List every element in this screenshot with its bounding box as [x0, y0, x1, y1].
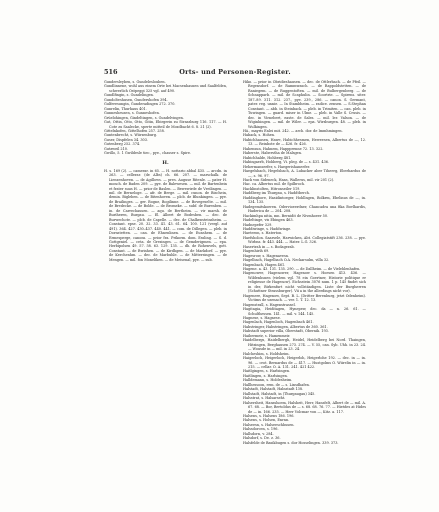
index-entry: Haddiwinge, s. Haddwinge.: [243, 226, 292, 231]
index-entry: Haberste, Haberstha de Malsgen.: [243, 151, 303, 156]
index-entry: Hagenere, Hagenow, Sept. B. L. (Dritter Berenburg, jetzt Odenheim). Victims de usenach. — ver. 1. T. 12. 13.: [243, 293, 366, 303]
index-entry: Hac. ca. Albertus mil. de Spilbroch.: [243, 182, 306, 187]
index-entry: Hagene. a. 43. 131. 135. 290. — de Dallheim. — de Vielehlenhafen.: [243, 267, 361, 272]
section-letter-heading: H.: [162, 159, 169, 166]
index-entry: Hadegemitskoeren. Odervioeerdner, Chancadra una fika Bovlhardis, Haderica de — 204. 208.: [243, 204, 366, 214]
index-entry: Hallstadt, Halstadt, in (Thurgaugau) 345.: [243, 391, 316, 396]
index-entry: Habstringer, Habstringen, Albertus de 360. 361.: [243, 324, 328, 329]
index-entry: Hasertrah in — s. Bodagerab.: [243, 244, 295, 249]
index-entry: Gulferesungin, Gunderadingen 272. 370.: [104, 102, 176, 107]
index-entry: Halsfelde de Basikbugen s. dor Hosselingen. 339. 373.: [243, 440, 339, 445]
index-entry: Hehermanseefer, s. Haegerishaneefer.: [243, 164, 311, 169]
index-entry: Gundersleyben, s. Gundeleslouben.: [104, 80, 166, 84]
index-entry: Guntenbrecht, s. Würzenburg.: [104, 133, 157, 138]
index-entry: Halsersheit, Hansshoem, Halsheit, Herr, Hansfelt, Albert de — mil. A. 67. 68. — Bor, Bertoldus de — s. 68. 68. 76. 77. — Hietdes at Hides de — in. 166. 235. — Herr Volcmar von —, Kitz. a. 117.: [243, 400, 366, 414]
index-entry: Haigerloch, Heigerloch, Heigerloh, Heigerlohe 192. — dec. in — in. 96. — crot. Bernardus de — 417. — Hustgolms O. Wiirelin in — in. 215. — cellar. O. A. 131. 241. 421 422.: [243, 356, 366, 369]
index-entry: Hagelbach, Hagelbach O.A. Neckarsulm, villa 32.: [243, 258, 330, 263]
index-entry: Halldemann, s. Holdesheim.: [243, 378, 293, 383]
index-entry: Gwillo, 5. 1 Gwildesle tiec., pye., chasser s. Spire.: [104, 151, 192, 156]
index-entry: Halssdorcen, s. 196.: [243, 427, 279, 432]
right-column: [243, 80, 366, 448]
index-entry: Halstadt, Halstadt, Halnstadt 138.: [243, 387, 304, 392]
index-entry: Hagitagia, Heiditagen, Hynepew, dec. da — n. 26. 61. — Schulthessen. 141. — mil. v. 144. 145.: [243, 307, 366, 316]
index-entry: Halsstrat, s. Halsarseht.: [243, 396, 286, 401]
index-entry: Guser, Dispfelen 34. 303.: [104, 137, 148, 142]
index-entry: Gundolteshusen, Gundershofen 394.: [104, 97, 168, 102]
index-entry: Halsens, s. Holsen, Enrnn.: [243, 418, 290, 423]
index-entry: Haibermeir, s. Hamenmeir.: [243, 333, 291, 338]
index-entry: Halsdorf, s. De. z. 36.: [243, 436, 281, 441]
index-entry: Habingaerb, Hohberg, Vi. pleg. de — s. 431. 436.: [243, 160, 330, 165]
index-entry: Hagnese, s. Hagnese.: [243, 316, 281, 321]
index-entry: Haefsholon. Saarsele, Harwicken, Abt. Collegiatstift 236. 238. — pye. Wirbns. fr. 443. 444. — Hater. L.G. 326.: [243, 235, 366, 245]
index-entry: Hä., mayris Enlei mit. 242. — arch. dor. de Immhmingen.: [243, 128, 343, 133]
index-entry: Halcheshim, s. Holdsheim.: [243, 351, 290, 356]
index-entry: Hagenstrall, s. Hagenstrassel.: [243, 302, 296, 307]
index-entry: Gittelnkofen, Gittelhofen 257. 258.: [104, 128, 165, 133]
index-entry: Haback, s. Hohen.: [243, 133, 276, 138]
index-entry: Hagesrow, s. Hagenavesn.: [243, 253, 290, 258]
index-entry: Haegelsbach, Hegelsbach, A. Lubacker aber Tiheerg, Eberhardus de —, s. 96. 97.: [243, 169, 366, 178]
index-entry: Gunrelin, Thurhaus 401.: [104, 106, 147, 111]
index-entry: Habichhalde, Hohberg 481.: [243, 155, 292, 160]
index-entry: Hack von Sideneck, Hans, Wallerus, mil. vir 201 (2).: [243, 177, 335, 182]
index-entry: Haitlingen, s. Harlsingen.: [243, 373, 288, 378]
index-entry: Hagenlach, Hagenloch, Hagenbach 461.: [243, 320, 314, 325]
index-entry: Gundlinnene, wohl aus einem Orte bei Macsenhausen und Saalfelden, schwerlich Ostpeggi 325 vgl. auf 490.: [104, 84, 227, 93]
index-entry: Haddberg im Thurgau, s. Haddtberch.: [243, 191, 310, 196]
index-entry: Hiko. — prior in Obridieshausen. — dec. de Ottlerbach. — de Pfeil. — Regensdorf. — de Rammwasch. — de Rappoldstetten. — de Raniegem. — de Ruggentoften. — mil. de Bulbergenberg. — de Schnapparb. — mil. de Scaphulin. — Soortrie. — Spirens. siter. 187–89. 311. 312. 237., pye. 239., 286. — canon. S. Germant, pater. reg. unnie. — In Stambheim. — radice. zensen. — S.Stephan Constant. — abb. in Steinback. — pleb. in Trimiten. — can. pleb. in Tuwingen. — guard. miser in Ulme. — pleb. in Valle S. Crusis. — dec. in Virnebert, easte. de Sales. — mil. ler. Valson. — de Wiginhingen. — mil. de Wiler. — epa. Wirzburgen. 48. — pleb. in Wulkingen.: [243, 80, 366, 129]
index-entry: Haidelbergs, Haidelbergh, Heidel, Heidelberg bei Nord. Thaingen, Hitzingen, Berghausen 273. 274. — V. 55, can. Syb. Uhh. in 23. 24. — Wousde in — mil. in 23. 24.: [243, 338, 366, 352]
index-entry: Hacklinstolten, Hitronseiler 519.: [243, 186, 301, 191]
index-entry: Hadeltinge, vis Ebingen 463.: [243, 218, 294, 223]
index-entry: Hallsdorn, v. 284.: [243, 431, 274, 436]
page-number: 516: [104, 68, 118, 76]
index-entry: Hadnepefer 329.: [243, 222, 273, 227]
index-entry: Hagenhirih 69.: [243, 249, 270, 254]
index-entry: Habichhausen, Hawe, Habichhesmen, Heweesen, Albertus de —, 12. 13. — Reinbote de — 426. fr. 426.: [243, 137, 366, 147]
index-entry: Habstadt superior villa, Oberstadt, Obernik. 193.: [243, 329, 329, 334]
index-entry: Halseesn, s. Halseeschhusen.: [243, 422, 295, 427]
page-header: [104, 68, 366, 77]
index-entry: Hahensun, Hahnem, Happprenne 72. 13. 322.: [243, 146, 324, 151]
index-entry: Hackimhpa nitia, mn. Bernidit de Nivmhoeer 50.: [243, 213, 329, 218]
index-entry: Haddinghore, Hasidintoeger, Hohllngen, Bolkrm, Ebelinus de —, in. 134. 135.: [243, 195, 366, 205]
index-entry: Hagenbach, Hagen 461.: [243, 262, 286, 267]
index-entry: Gundlfingin, s. Gundelingen.: [104, 93, 154, 98]
index-entry: Gunnesheusen, s. Gunneshofen.: [104, 111, 160, 116]
left-column: [104, 80, 227, 448]
index-entry: Hagenower, Hagenower, Hagenow s. Hoesen 413. 436. — Wildenhusen (vielem vgl. 78 ein Goertner, Historie politique er religieuse de Hagenow). Eichsstein 3076 num. 1 p. 145 findet sich in der, Birkenfurt nicht vollständigen. Liste der Burgherren (Schuttner Strassburger). Vii a in the allerdings nicht vor).: [243, 271, 366, 294]
index-entry: Gutzweil 210.: [104, 146, 129, 151]
index-entry: H. s. 169 (2). — camerar. in 65. — H. nottario abbal 435. — arcdn. in 263. — cellerar. (de Albs) ch. 66. 207. — marschalk. de Lienzenhoven. — de Agillows. — pres. Auguse Ritenle. — pater H. monch. de Baden 209. — pye. de Balewesen. — mil. de Bartenbein et frater suus H. — prior de Baslen. — Bewewirde de Vreilingen. — mil. de Berneloge. — afr. de Berge. — mil. cunon. de Bischein, demin. Bigleben. — de Bitenhoven. — plcb. de Blunkingen. — pye. de Brailinges. — ger. Bogne, Bogilinne. — de Bovegeselte. — mil. de Bredecke. — de Bolde. — de Bromeke. — subf. de Burenben. — in. de Carrechausen. — aqu. de Bertheim. — vir marsh. de Buriheren, Burgau. — El. Albert de Bodesben. — dec. de Burwechote. — plcb. de Capelle. — dec. de Chalkensteinsheim. — Constant. epse. 20. 32. 33. 41. 43. 61. 64. 100. 121 (vergl. auf 491). 364. 427. 430–437. 440. 441. — com. de Dillegen. — pleb. in Dornstetten. — can. de Ehnenlinen. — de Eunshem. — de Ermesperge, canons. — prior fra. Prikorm. dom. Essling. — S. d. Gottgeniel. — ceta. de Grezinges. — de Gemderigmen. — epa. Herbipolsen 49. 57. 58. 63. 129. 135. — dh. de Rohenvels, gott. Constant. — de Rwinhen. — de Kirdhgen. — de Markdorf. — pye. de Kerchenhm. — dec. de Marbuhle. — de Mittersingen. — de Mengen. — mil. fon Moneliken. — de Meisenal, pye. — sub.: [104, 168, 227, 262]
running-title: Orts- und Personen-Register.: [179, 68, 291, 76]
index-entry: Gutenberg 252. 374.: [104, 142, 141, 147]
index-entry: Haeteron, s. Haterton.: [243, 231, 283, 236]
index-entry: Gut, Ottin, Otto, Otto, Gitin, Ebirgerin zu Straszburg 116. 117. — H. Cote zu Saalecke, sperte mitteil de Mozdbacht 6. 8. 21 (2).: [104, 120, 227, 129]
index-entry: Halsens, s. Halsens 186. 196.: [243, 413, 295, 418]
index-entry: Haitlgingen, s. Harlsingen.: [243, 369, 291, 374]
index-entry: Grüelohingen, Gindeltingen, s. Gundelvingen.: [104, 115, 184, 120]
index-entry: Hallhessoon, rem. de — s. Linsdhafen.: [243, 382, 310, 387]
